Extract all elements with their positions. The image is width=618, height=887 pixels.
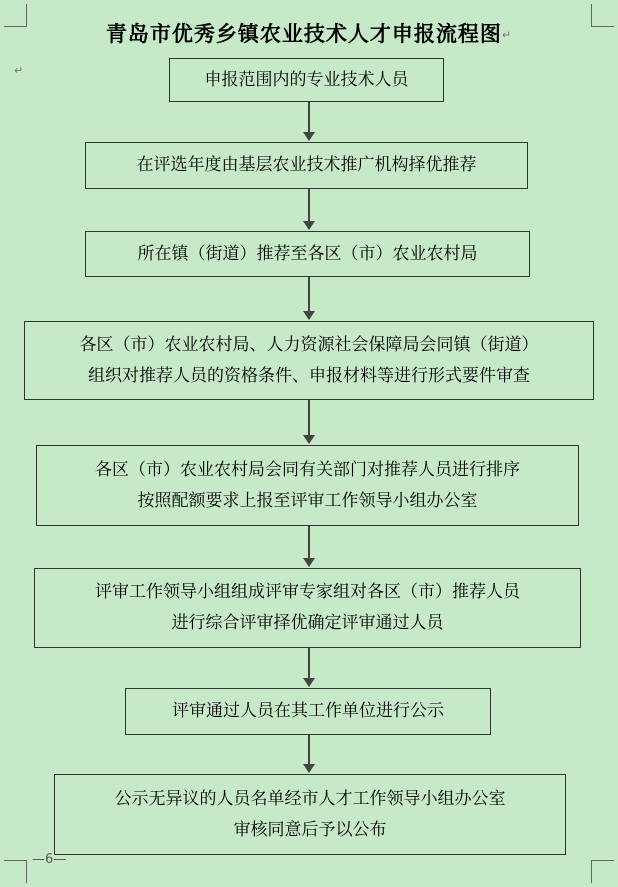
flow-step-6-line-1: 评审工作领导小组组成评审专家组对各区（市）推荐人员 xyxy=(95,582,520,602)
flow-step-1-line-1: 申报范围内的专业技术人员 xyxy=(204,69,409,90)
flow-step-8-line-2: 审核同意后予以公布 xyxy=(233,819,387,840)
page-title xyxy=(0,18,618,48)
flow-arrow-6 xyxy=(308,648,310,686)
flow-arrow-2 xyxy=(308,189,310,229)
flow-step-2-line-1: 在评选年度由基层农业技术推广机构择优推荐 xyxy=(136,155,477,175)
flow-step-5-line-2: 按照配额要求上报至评审工作领导小组办公室 xyxy=(137,490,478,511)
flow-arrow-3 xyxy=(308,277,310,319)
flow-step-6 xyxy=(34,568,581,648)
flow-step-6-line-2: 进行综合评审择优确定评审通过人员 xyxy=(171,613,444,633)
flow-step-4-line-2: 组织对推荐人员的资格条件、申报材料等进行形式要件审查 xyxy=(88,365,530,386)
flow-step-4 xyxy=(24,321,594,400)
page-title-text: 青岛市优秀乡镇农业技术人才申报流程图 xyxy=(105,22,502,46)
flow-arrow-7 xyxy=(308,735,310,772)
flow-step-7 xyxy=(125,688,491,735)
flow-arrow-4 xyxy=(308,400,310,443)
corner-mark-bottom-left xyxy=(4,860,27,883)
flow-arrow-1 xyxy=(308,102,310,140)
flow-step-2 xyxy=(85,142,528,189)
flow-arrow-5 xyxy=(308,526,310,566)
flow-step-5 xyxy=(36,445,579,526)
flow-step-4-line-1: 各区（市）农业农村局、人力资源社会保障局会同镇（街道） xyxy=(79,334,539,355)
flow-step-3-line-1: 所在镇（街道）推荐至各区（市）农业农村局 xyxy=(137,243,478,264)
flow-step-1 xyxy=(169,58,444,102)
page-number: —6— xyxy=(32,852,67,867)
paragraph-mark-icon: ↵ xyxy=(14,64,24,77)
flow-step-8 xyxy=(54,774,566,855)
flow-step-3 xyxy=(85,231,530,277)
flow-step-7-line-1: 评审通过人员在其工作单位进行公示 xyxy=(172,701,444,721)
paragraph-mark-icon: ↵ xyxy=(501,28,513,42)
flow-step-5-line-1: 各区（市）农业农村局会同有关部门对推荐人员进行排序 xyxy=(95,459,520,480)
flow-step-8-line-1: 公示无异议的人员名单经市人才工作领导小组办公室 xyxy=(114,788,506,809)
corner-mark-bottom-right xyxy=(591,860,614,883)
